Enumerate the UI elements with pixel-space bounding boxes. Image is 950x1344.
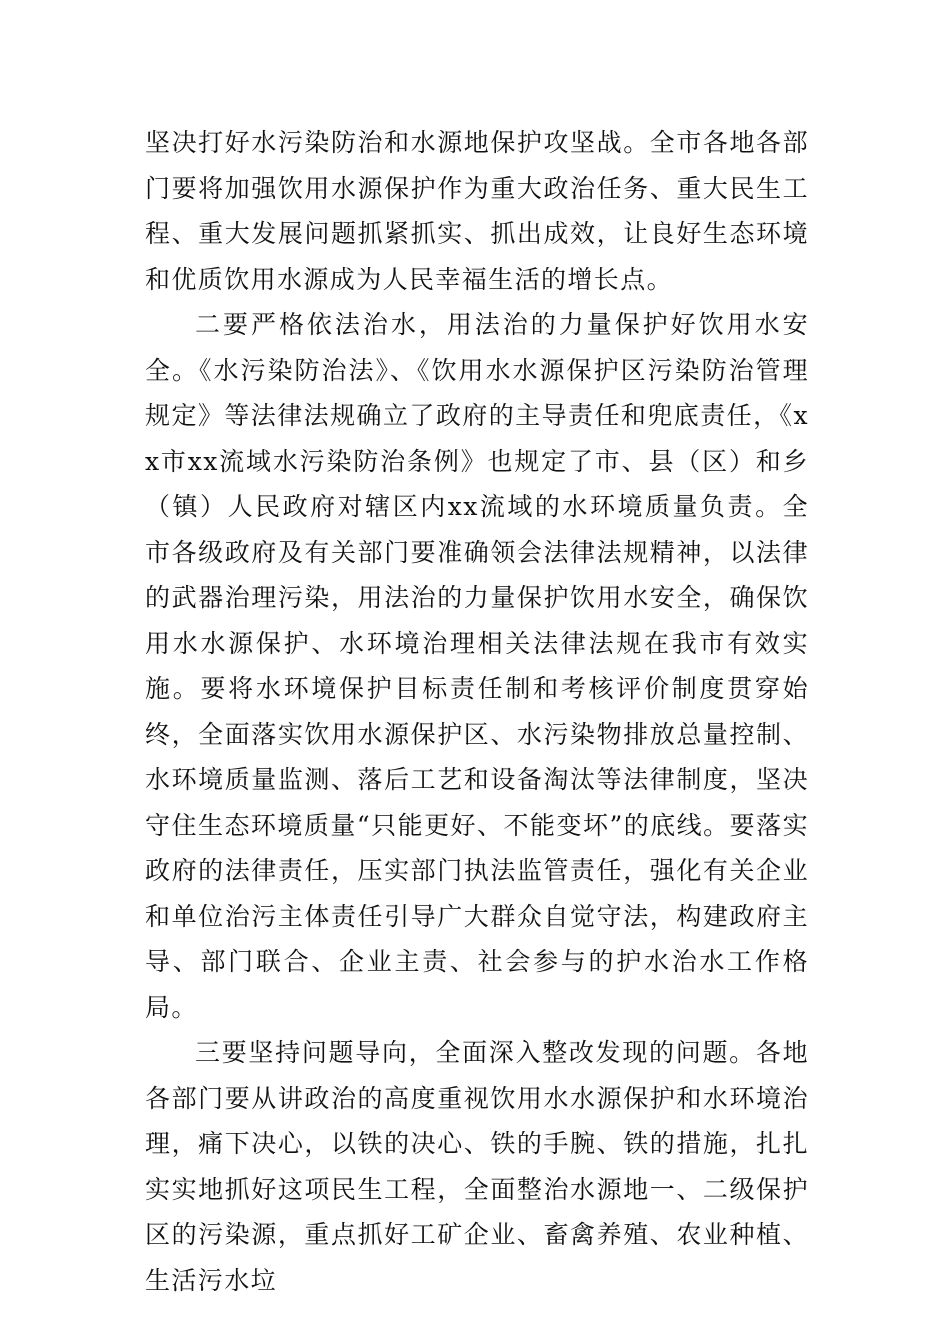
paragraph-rule-of-law: 二要严格依法治水，用法治的力量保护好饮用水安全。《水污染防治法》、《饮用水水源保护区污染防治管理规定》等法律法规确立了政府的主导责任和兜底责任，《xx市xx流域水污染防治条例》也规定了市、县（区）和乡（镇）人民政府对辖区内xx流域的水环境质量负责。全市各级政府及有关部门要准确领会法律法规精神，以法律的武器治理污染，用法治的力量保护饮用水安全，确保饮用水水源保护、水环境治理相关法律法规在我市有效实施。要将水环境保护目标责任制和考核评价制度贯穿始终，全面落实饮用水源保护区、水污染物排放总量控制、水环境质量监测、落后工艺和设备淘汰等法律制度，坚决守住生态环境质量“只能更好、不能变坏”的底线。要落实政府的法律责任，压实部门执法监管责任，强化有关企业和单位治污主体责任引导广大群众自觉守法，构建政府主导、部门联合、企业主责、社会参与的护水治水工作格局。 (145, 310, 809, 1022)
paragraph-problem-oriented: 三要坚持问题导向，全面深入整改发现的问题。各地各部门要从讲政治的高度重视饮用水水源保护和水环境治理，痛下决心，以铁的决心、铁的手腕、铁的措施，扎扎实实地抓好这项民生工程，全面整治水源地一、二级保护区的污染源，重点抓好工矿企业、畜禽养殖、农业种植、生活污水垃 (145, 1038, 809, 1295)
paragraph-continuation: 坚决打好水污染防治和水源地保护攻坚战。全市各地各部门要将加强饮用水源保护作为重大政治任务、重大民生工程、重大发展问题抓紧抓实、抓出成效，让良好生态环境和优质饮用水源成为人民幸福生活的增长点。 (145, 128, 809, 294)
document-body (145, 120, 809, 1303)
